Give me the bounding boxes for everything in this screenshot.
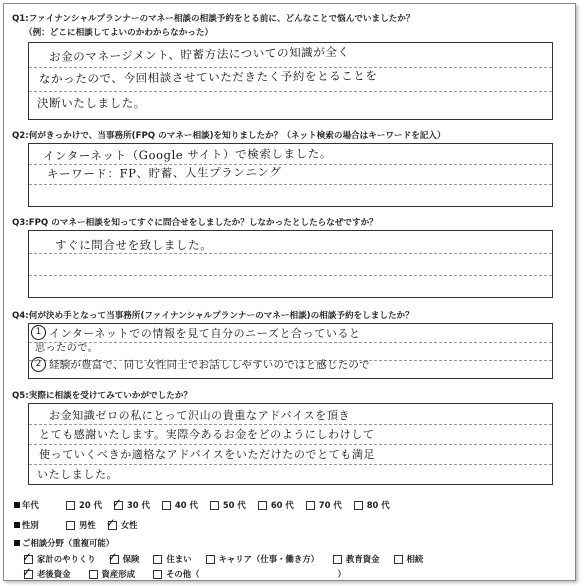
age-option-6[interactable] [354, 499, 390, 511]
q2-answer-line-2: キーワード：FP、貯蓄、人生プランニング [46, 164, 282, 181]
q3-answer-box [28, 230, 553, 298]
field-options-1 [22, 549, 437, 566]
q1-label: Q1:ファイナンシャルプランナーのマネー相談の相談予約をとる前に、どんなことで悩んでいましたか？ [12, 14, 415, 24]
field2-option-label: その他（ [166, 569, 200, 579]
field-row-2 [22, 564, 346, 581]
q1-example: （例：どこに相談してよいのかわからなかった） [24, 28, 214, 38]
q5-answer-line-1: お金知識ゼロの私にとって沢山の貴重なアドバイスを頂き [49, 409, 351, 422]
age-option-3[interactable] [210, 499, 246, 511]
age-checkbox-6[interactable] [354, 501, 363, 510]
q2-answer-line-1: インターネット（Google サイト）で検索しました。 [42, 146, 332, 163]
age-option-label: 20 代 [79, 500, 102, 510]
q2-label: Q2:何がきっかけで、当事務所(FPQ のマネー相談)を知りましたか？（ネット検索の場合はキーワードを記入） [12, 131, 446, 141]
q2-answer-box [28, 143, 553, 207]
q3-label: Q3:FPQ のマネー相談を知ってすぐに問合せをしましたか？しなかったとしたらなぜですか？ [12, 218, 378, 228]
q4-answer-line-3: 経験が豊富で、同じ女性同士でお話ししやすいのではと感じたので [49, 359, 370, 371]
field-option-4[interactable] [333, 553, 380, 565]
field2-checkbox-0[interactable] [22, 564, 33, 579]
q4-number-2: 2 [31, 357, 46, 372]
q5-answer-line-4: いたしました。 [37, 468, 119, 481]
field2-option-0[interactable] [22, 564, 71, 580]
gender-checkbox-1[interactable] [105, 515, 117, 530]
field-option-2[interactable] [153, 553, 191, 565]
q5-answer-line-2: とても感謝いたします。実際今あるお金をどのようにしわけして [39, 428, 375, 441]
field-option-label: 住まい [166, 554, 192, 564]
field-option-label: 教育資金 [346, 554, 380, 564]
q4-number-1: 1 [31, 325, 46, 340]
age-option-5[interactable] [306, 499, 342, 511]
age-checkbox-4[interactable] [258, 501, 267, 510]
other-close-paren: ） [337, 569, 346, 580]
field2-option-label: 老後資金 [37, 569, 71, 579]
field-row-label [14, 537, 114, 549]
field-option-5[interactable] [394, 553, 424, 565]
gender-options [66, 515, 150, 532]
age-checkbox-0[interactable] [66, 501, 75, 510]
age-row [14, 495, 402, 512]
check-mark-icon: ✓ [111, 495, 123, 510]
field2-option-label: 資産形成 [101, 569, 135, 579]
age-option-label: 40 代 [174, 500, 198, 510]
field2-checkbox-2[interactable] [153, 570, 162, 579]
q1-answer-box [28, 42, 553, 120]
gender-checkbox-0[interactable] [66, 521, 75, 530]
field-option-label: 保険 [122, 554, 140, 564]
field-checkbox-1[interactable] [107, 549, 119, 564]
age-option-label: 30 代 [126, 500, 150, 510]
q5-answer-box [28, 403, 553, 485]
age-option-4[interactable] [258, 499, 294, 511]
field-checkbox-2[interactable] [153, 555, 162, 564]
field-label: ご相談分野（重複可能） [22, 538, 115, 548]
questionnaire-sheet [3, 3, 576, 581]
field-row-1 [22, 549, 437, 566]
check-mark-icon: ✓ [107, 549, 118, 564]
bullet-square [14, 540, 20, 546]
q4-label: Q4:何が決め手となって当事務所(ファイナンシャルプランナーのマネー相談)の相談予約をしましたか？ [12, 311, 414, 321]
q1-answer-line-1: お金のマネージメント、貯蓄方法についての知識が全く [48, 44, 350, 64]
q3-answer-line-1: すぐに問合せを致しました。 [55, 238, 213, 252]
gender-option-1[interactable] [105, 515, 138, 531]
field-checkbox-5[interactable] [394, 555, 403, 564]
age-checkbox-1[interactable] [111, 495, 123, 510]
age-option-label: 80 代 [366, 500, 390, 510]
field-option-0[interactable] [22, 549, 96, 565]
field-option-label: 相続 [406, 554, 424, 564]
field-option-label: キャリア（仕事・働き方） [218, 554, 319, 564]
gender-option-label: 男性 [79, 520, 96, 530]
age-option-2[interactable] [162, 499, 198, 511]
check-mark-icon: ✓ [22, 564, 33, 579]
field2-checkbox-1[interactable] [89, 570, 98, 579]
q1-answer-line-2: なかったので、今回相談させていただきたく予約をとることを [38, 68, 378, 86]
q4-answer-line-1: インターネットでの情報を見て自分のニーズと合っていると [49, 327, 361, 340]
age-label: 年代 [22, 500, 39, 511]
q1-answer-line-3: 決断いたしました。 [37, 96, 146, 110]
age-option-label: 50 代 [222, 500, 246, 510]
q4-answer-line-2: 思ったので。 [35, 343, 99, 354]
age-checkbox-3[interactable] [210, 501, 219, 510]
age-checkbox-5[interactable] [306, 501, 315, 510]
field-checkbox-0[interactable] [22, 549, 33, 564]
q5-label: Q5:実際に相談を受けてみていかがでしたか？ [12, 391, 193, 401]
gender-option-label: 女性 [120, 520, 138, 530]
field2-option-1[interactable] [89, 568, 136, 580]
q5-answer-line-3: 使っていくべきか適格なアドバイスをいただけたのでとても満足 [39, 448, 376, 461]
bullet-square [14, 502, 20, 508]
field-checkbox-4[interactable] [333, 555, 342, 564]
field-checkbox-3[interactable] [206, 555, 215, 564]
age-checkbox-2[interactable] [162, 501, 171, 510]
check-mark-icon: ✓ [22, 549, 33, 564]
bullet-square [14, 522, 20, 528]
field2-option-2[interactable] [153, 568, 200, 580]
field-option-label: 家計のやりくり [37, 554, 96, 564]
q4-answer-box [28, 323, 553, 379]
age-option-0[interactable] [66, 499, 102, 511]
gender-row [14, 515, 150, 532]
age-option-label: 60 代 [270, 500, 294, 510]
gender-option-0[interactable] [66, 519, 96, 531]
field-options-2 [22, 564, 218, 581]
age-options [66, 495, 402, 512]
check-mark-icon: ✓ [105, 515, 116, 530]
field-option-3[interactable] [206, 553, 320, 565]
age-option-label: 70 代 [318, 500, 342, 510]
gender-label: 性別 [22, 520, 39, 531]
age-option-1[interactable] [111, 495, 150, 511]
field-option-1[interactable] [107, 549, 140, 565]
